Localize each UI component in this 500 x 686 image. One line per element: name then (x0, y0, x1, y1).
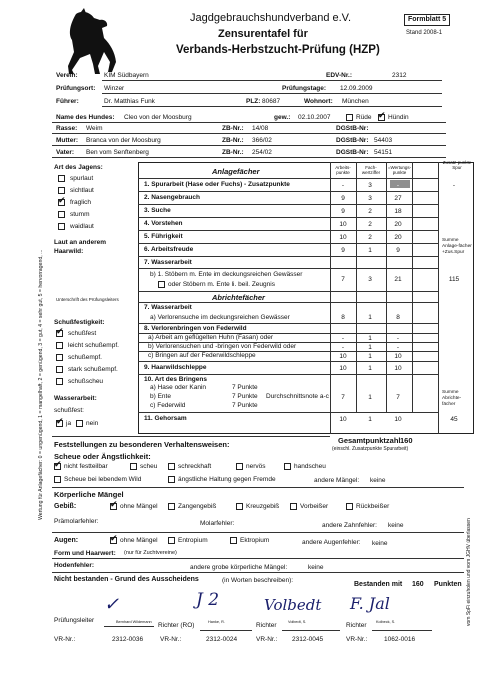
nicht-bestanden-note: (in Worten beschreiben): (222, 577, 294, 584)
scheue-wild-label: Scheue bei lebendem Wild (64, 476, 142, 483)
row4-a: 10 (339, 221, 347, 228)
row8c-w: 10 (394, 353, 402, 360)
vr-value-1: 2312-0036 (112, 636, 144, 643)
row7b-f: 3 (368, 276, 372, 283)
leicht-schussempf-checkbox[interactable] (56, 342, 63, 349)
edv-label: EDV-Nr.: (326, 72, 353, 79)
zb3-label: ZB-Nr.: (222, 149, 244, 156)
ruede-checkbox[interactable] (346, 114, 353, 121)
row10c-points: 7 Punkte (232, 402, 258, 409)
nicht-feststellbar-checkbox[interactable] (54, 463, 61, 470)
row1-a: - (341, 182, 345, 189)
anlage-title: Anlagefächer (212, 167, 260, 176)
row7a-a: 8 (341, 314, 345, 321)
signature-2-name: Hanke, R. (208, 620, 225, 624)
row6-a: 9 (341, 247, 345, 254)
row9-f: 1 (368, 365, 372, 372)
abricht-title: Abrichtefächer (212, 293, 265, 302)
scheu-label: scheu (140, 463, 158, 470)
row10-w: 7 (396, 394, 400, 401)
rueckbeisser-checkbox[interactable] (346, 503, 353, 510)
row11-label: 11. Gehorsam (144, 415, 187, 422)
schussscheu-checkbox[interactable] (56, 378, 63, 385)
row4-label: 4. Vorstehen (144, 220, 183, 227)
plz-value: 80687 (262, 98, 281, 105)
wohnort-label: Wohnort: (304, 98, 333, 105)
row9-w: 10 (394, 365, 402, 372)
row1-label: 1. Spurarbeit (Hase oder Fuchs) - Zusatzpunkte (144, 181, 290, 188)
row7a-label: 7. Wasserarbeit (144, 304, 192, 311)
row5-a: 10 (339, 234, 347, 241)
schussscheu-label: schußscheu (68, 378, 104, 385)
signature-1-name: Bernhard Wildemann (116, 620, 152, 624)
stumm-checkbox[interactable] (58, 211, 65, 218)
aengstlich-checkbox[interactable] (168, 476, 175, 483)
gesamt-note: (einschl. Zusatzpunkte Spurarbeit) (332, 446, 409, 452)
vr-label-2: VR-Nr.: (160, 636, 182, 643)
hund-label: Name des Hundes: (56, 114, 115, 121)
row8c-label: c) Bringen auf der Federwildschleppe (148, 352, 256, 359)
form-haarwert-label: Form und Haarwert: (54, 550, 116, 557)
ort-label: Prüfungsort: (56, 85, 96, 92)
vorbeisser-label: Vorbeißer (300, 503, 329, 510)
fraglich-checkbox[interactable] (58, 199, 65, 206)
row8-label: 8. Verlorenbringen von Federwild (144, 325, 247, 332)
row8b-label: b) Verlorensuchen und -bringen von Federwild oder (148, 343, 297, 350)
koerper-title: Körperliche Mängel (54, 490, 124, 499)
augen-andere-value: keine (372, 540, 388, 547)
gew-value: 02.10.2007 (298, 114, 331, 121)
praemolar-label: Prämolarfehler: (54, 518, 99, 525)
plz-label: PLZ: (246, 98, 261, 105)
side-note-right: vom SpFi einzuholen und vom JGHV überlassen (466, 518, 472, 626)
rasse-value: Weim (86, 125, 103, 132)
wasser-sub: schußfest: (54, 407, 84, 414)
row7b-a: 7 (341, 276, 345, 283)
schreckhaft-checkbox[interactable] (168, 463, 175, 470)
dgstb1-label: DGStB-Nr: (336, 125, 369, 132)
dgstb3-label: DGStB-Nr: (336, 149, 369, 156)
zb2-label: ZB-Nr.: (222, 137, 244, 144)
row3-a: 9 (341, 208, 345, 215)
row8b-a: - (341, 344, 345, 351)
augen-ohne-checkbox[interactable] (110, 537, 117, 544)
augen-ohne-label: ohne Mängel (120, 537, 158, 544)
row2-w: 27 (394, 195, 402, 202)
vr-value-4: 1062-0016 (384, 636, 416, 643)
hoden-label: Hodenfehler: (54, 562, 95, 569)
dgstb2-label: DGStB-Nr: (336, 137, 369, 144)
summe-abricht-value: 45 (450, 416, 458, 423)
schussfest-label: schußfest (68, 330, 97, 337)
row8a-w: - (396, 335, 400, 342)
scheue-wild-checkbox[interactable] (54, 476, 61, 483)
bestanden-value: 160 (412, 581, 424, 588)
zahn-label: andere Zahnfehler: (322, 522, 377, 529)
nicht-bestanden-label: Nicht bestanden - Grund des Ausscheidens (54, 576, 199, 583)
signature-4-scrawl: F. Jal (350, 594, 390, 613)
summe-anlage-label: Summe Anlage-fächer +Zus.Spur (442, 238, 472, 255)
form-number: Formblatt 5 (408, 16, 447, 23)
stark-schussempf-label: stark schußempf. (68, 366, 118, 373)
schussempf-label: schußempf. (68, 354, 102, 361)
molar-label: Molarfehler: (200, 520, 235, 527)
augen-andere-label: andere Augenfehler: (302, 539, 361, 546)
bestanden-label: Bestanden mit (354, 581, 403, 588)
vater-label: Vater: (56, 149, 75, 156)
row6-f: 1 (368, 247, 372, 254)
ektropium-label: Ektropium (240, 537, 270, 544)
row8a-label: a) Arbeit am geflügelten Huhn (Fasan) oder (148, 334, 274, 341)
vr-label-3: VR-Nr.: (256, 636, 278, 643)
augen-label: Augen: (54, 537, 79, 544)
schuss-title: Schußfestigkeit: (54, 319, 105, 326)
row7b-label: b) 1. Stöbern m. Ente im deckungsreichen Gewässer (150, 271, 303, 278)
dog-logo (60, 8, 122, 76)
row8b-w: - (396, 344, 400, 351)
nicht-feststellbar-label: nicht festteilbar (64, 463, 108, 470)
row7a-w: 8 (396, 314, 400, 321)
stark-schussempf-checkbox[interactable] (56, 366, 63, 373)
gebiss-label: Gebiß: (54, 503, 77, 510)
scheu-checkbox[interactable] (130, 463, 137, 470)
schussempf-checkbox[interactable] (56, 354, 63, 361)
gesamt-value: 160 (400, 436, 413, 445)
row7b2-label: oder Stöbern m. Ente li. beil. Zeugnis (168, 281, 275, 288)
zb2-value: 366/02 (252, 137, 272, 144)
unterschrift-note: Unterschrift des Prüfungsleiters (56, 297, 119, 302)
fuehrer-value: Dr. Matthias Funk (104, 98, 155, 105)
verein-value: KIM Südbayern (104, 72, 149, 79)
entropium-checkbox[interactable] (168, 537, 175, 544)
row5-label: 5. Führigkeit (144, 233, 183, 240)
signature-4-name: Kolbeck, S. (376, 620, 396, 624)
col-zusatz: Zusatz-punkte Spur (442, 160, 472, 170)
handscheu-label: handscheu (294, 463, 326, 470)
nervoes-checkbox[interactable] (236, 463, 243, 470)
row10-label: 10. Art des Bringens (144, 376, 207, 383)
tage-value: 12.09.2009 (340, 85, 373, 92)
row1-w: - (396, 182, 400, 189)
row7b-w: 21 (394, 276, 402, 283)
nervoes-label: nervös (246, 463, 266, 470)
entropium-label: Entropium (178, 537, 208, 544)
vorbeisser-checkbox[interactable] (290, 503, 297, 510)
art-jagens-title: Art des Jagens: (54, 164, 103, 171)
zangengebiss-checkbox[interactable] (168, 503, 175, 510)
hund-value: Cleo von der Moosburg (124, 114, 192, 121)
wasser-ja-label: ja (66, 420, 72, 427)
row11-a: 10 (339, 416, 347, 423)
mutter-label: Mutter: (56, 137, 79, 144)
ektropium-checkbox[interactable] (230, 537, 237, 544)
sichtlaut-label: sichtlaut (70, 187, 94, 194)
role-pruefungsleiter: Prüfungsleiter (54, 617, 95, 624)
form-stand: Stand 2008-1 (406, 30, 443, 36)
row9-label: 9. Haarwildschleppe (144, 364, 207, 371)
dgstb3-value: 54151 (374, 149, 393, 156)
col-fach: Fach-wertziffer (361, 165, 381, 175)
vr-label-1: VR-Nr.: (54, 636, 76, 643)
form-title-1: Zensurentafel für (218, 28, 308, 40)
aengstlich-label: ängstliche Haltung gegen Fremde (178, 476, 276, 483)
signature-3-name: Volbedt, S. (288, 620, 307, 624)
row2-a: 9 (341, 195, 345, 202)
row11-w: 10 (394, 416, 402, 423)
spurlaut-checkbox[interactable] (58, 175, 65, 182)
scheue-title: Scheue oder Ängstlichkeit: (54, 452, 151, 461)
row10a-label: a) Hase oder Kanin (150, 384, 207, 391)
spurlaut-label: spurlaut (70, 175, 94, 182)
col-wertung: =Wertungs-punkte (387, 165, 412, 175)
gesamt-label: Gesamtpunktzahl (338, 436, 401, 445)
row5-f: 2 (368, 234, 372, 241)
koerper-andere-label: andere grobe körperliche Mängel: (190, 564, 288, 571)
huendin-checkbox[interactable] (378, 114, 385, 121)
waidlaut-label: waidlaut (70, 223, 94, 230)
row4-w: 20 (394, 221, 402, 228)
zb3-value: 254/02 (252, 149, 272, 156)
sichtlaut-checkbox[interactable] (58, 187, 65, 194)
wasser-ja-checkbox[interactable] (56, 420, 63, 427)
signature-2-scrawl: J 2 (196, 590, 220, 610)
row6-w: 9 (396, 247, 400, 254)
row7-label: 7. Wasserarbeit (144, 259, 192, 266)
verein-label: Verein: (56, 72, 78, 79)
row8c-a: 10 (339, 353, 347, 360)
form-haarwert-note: (nur für Zuchtvereine) (124, 550, 177, 556)
gebiss-ohne-checkbox[interactable] (110, 503, 117, 510)
row10-a: 7 (341, 394, 345, 401)
row10-f: 1 (368, 394, 372, 401)
zahn-value: keine (388, 522, 404, 529)
role-richter-2: Richter (256, 622, 277, 629)
summe-abricht-label: Summe Abrichte-fächer (442, 390, 462, 407)
gew-label: gew.: (274, 114, 291, 121)
zangengebiss-label: Zangengebiß (178, 503, 217, 510)
kreuzgebiss-checkbox[interactable] (236, 503, 243, 510)
row8b-f: 1 (368, 344, 372, 351)
vr-value-3: 2312-0045 (292, 636, 324, 643)
row1-f: 3 (368, 182, 372, 189)
fraglich-label: fraglich (70, 199, 91, 206)
row2-label: 2. Nasengebrauch (144, 194, 200, 201)
signature-1-scrawl: ✓ (104, 594, 120, 615)
dgstb2-value: 54403 (374, 137, 393, 144)
vr-label-4: VR-Nr.: (346, 636, 368, 643)
wasser-nein-checkbox[interactable] (76, 420, 83, 427)
fest-title: Feststellungen zu besonderen Verhaltensweisen: (54, 440, 230, 449)
signature-3-scrawl: Volbedt (264, 596, 322, 614)
laut-title: Laut an anderem Haarwild: (54, 239, 107, 255)
rueckbeisser-label: Rückbeißer (356, 503, 390, 510)
row4-f: 2 (368, 221, 372, 228)
row8a-f: 1 (368, 335, 372, 342)
row11-f: 1 (368, 416, 372, 423)
row10c-label: c) Federwild (150, 402, 186, 409)
row7a-sub: a) Verlorensuche im deckungsreichen Gewässer (150, 314, 290, 321)
handscheu-checkbox[interactable] (284, 463, 291, 470)
koerper-andere-value: keine (308, 564, 324, 571)
andere-maengel-label: andere Mängel: (314, 477, 360, 484)
side-note-left: Wertung für Anlagefächer: 0 = ungenügend, 1 = mangelhaft, 2 = genügend, 3 = gut, 4 = sehr gut, 5 = hervorragend, ... (38, 249, 44, 520)
row10b-label: b) Ente (150, 393, 171, 400)
ruede-label: Rüde (356, 114, 372, 121)
wasser-title: Wasserarbeit: (54, 395, 97, 402)
row5-w: 20 (394, 234, 402, 241)
wohnort-value: München (342, 98, 369, 105)
role-richter-ro: Richter (RO) (158, 622, 195, 629)
row8a-a: - (341, 335, 345, 342)
fuehrer-label: Führer: (56, 98, 79, 105)
edv-value: 2312 (392, 72, 407, 79)
stumm-label: stumm (70, 211, 90, 218)
row8c-f: 1 (368, 353, 372, 360)
row7b-checkbox[interactable] (158, 281, 165, 288)
vr-value-2: 2312-0024 (206, 636, 238, 643)
row3-f: 2 (368, 208, 372, 215)
huendin-label: Hündin (388, 114, 409, 121)
row3-label: 3. Suche (144, 207, 171, 214)
schreckhaft-label: schreckhaft (178, 463, 212, 470)
andere-maengel-value: keine (370, 477, 386, 484)
row9-a: 10 (339, 365, 347, 372)
mutter-value: Branca von der Moosburg (86, 137, 161, 144)
form-title-2: Verbands-Herbstzucht-Prüfung (HZP) (176, 44, 380, 56)
row3-w: 18 (394, 208, 402, 215)
org-name: Jagdgebrauchshundverband e.V. (190, 12, 352, 24)
zb1-value: 14/08 (252, 125, 269, 132)
schussfest-checkbox[interactable] (56, 330, 63, 337)
row10b-points: 7 Punkte (232, 393, 258, 400)
row2-f: 3 (368, 195, 372, 202)
role-richter-3: Richter (346, 622, 367, 629)
vater-value: Ben vom Senftenberg (86, 149, 149, 156)
leicht-schussempf-label: leicht schußempf. (68, 342, 119, 349)
waidlaut-checkbox[interactable] (58, 223, 65, 230)
row10-avg: Durchschnittsnote a-c (266, 393, 329, 400)
kreuzgebiss-label: Kreuzgebiß (246, 503, 280, 510)
row7a-f: 1 (368, 314, 372, 321)
ort-value: Winzer (104, 85, 125, 92)
gebiss-ohne-label: ohne Mängel (120, 503, 158, 510)
col-arbeits: Arbeits-punkte (335, 165, 351, 175)
punkten-label: Punkten (434, 581, 462, 588)
rasse-label: Rasse: (56, 125, 78, 132)
row10a-points: 7 Punkte (232, 384, 258, 391)
row6-label: 6. Arbeitsfreude (144, 246, 194, 253)
row1-z: - (452, 182, 456, 189)
zb1-label: ZB-Nr.: (222, 125, 244, 132)
wasser-nein-label: nein (86, 420, 99, 427)
tage-label: Prüfungstage: (282, 85, 327, 92)
summe-anlage-value: 115 (448, 276, 460, 283)
